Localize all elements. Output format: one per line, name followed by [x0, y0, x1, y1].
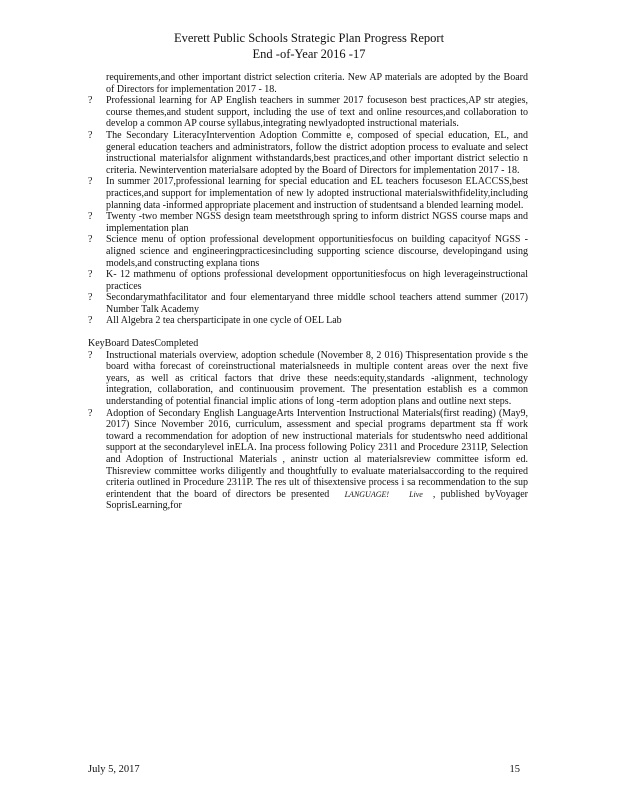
list-item: ? Instructional materials overview, adoption schedule (November 8, 2 016) Thispresentation provide s the board witha forecast of coreinstructional materialsneeds in multiple content areas over the next five years, as well as critical factors that drive these needs:equity,standards -alignment, technology integration, collaboration, and continuousim provement. The presentation establish es a common understanding of potential financial implic ations of long -term adoption plans and outline next steps. — [88, 349, 528, 408]
bullet-marker: ? — [88, 234, 93, 246]
progress-bullet-list — [88, 95, 528, 327]
bullet-marker: ? — [88, 349, 93, 361]
bullet-marker: ? — [88, 269, 93, 281]
bullet-marker: ? — [88, 292, 93, 304]
list-item: ? Professional learning for AP English teachers in summer 2017 focuseson best practices,AP str ategies, course themes,and student support, including the use of text and online resources,and collaboration to develop a common AP course syllabus,integrating newlyadopted instructional materials. — [88, 95, 528, 130]
bullet-marker: ? — [88, 315, 93, 327]
bullet-marker: ? — [88, 95, 93, 107]
report-body — [88, 72, 528, 512]
list-item: ? The Secondary LiteracyIntervention Adoption Committe e, composed of special education, EL, and general education teachers and administrators, follow the district adoption process to evaluate and select instructional materialsfor alignment withstandards,best practices,and other important district selectio n criteria. Newintervention materialsare adopted by the Board of Directors for implementation 2017 - 18. — [88, 129, 528, 176]
continuation-paragraph: requirements,and other important district selection criteria. New AP materials are adopted by the Board of Directors for implementation 2017 - 18. — [106, 72, 528, 95]
document-subtitle: End -of-Year 2016 -17 — [252, 47, 366, 61]
list-item: ? Adoption of Secondary English LanguageArts Intervention Instructional Materials(first reading) (May9, 2017) Since November 2016, curriculum, assessment and special programs department sta ff work toward a recommendation for adoption of new instructional materials for studentswho need additional support at the secondarylevel inELA. Ina process following Policy 2311 and Procedure 2311P, Selection and Adoption of Instructional Materials , aninstr uction al materialsreview committee isform ed. Thisreview committee works diligently and thoughtfully to evaluate materialsaccording to the required criteria outlined in Procedure 2311P. The res ult of thisextensive process i sa recommendation to the sup erintendent that the board of directors be presented LANGUAGE! Live , published byVoyager SoprisLearning,for — [88, 407, 529, 512]
footer-date: July 5, 2017 — [88, 764, 140, 775]
list-item: ? K- 12 mathmenu of options professional development opportunitiesfocus on high leverageinstructional practices — [88, 269, 528, 292]
list-item: ? Secondarymathfacilitator and four elementaryand three middle school teachers attend summer (2017) Number Talk Academy — [88, 292, 528, 315]
bullet-marker: ? — [88, 407, 93, 419]
bullet-marker: ? — [88, 129, 93, 141]
list-item: ? All Algebra 2 tea chersparticipate in one cycle of OEL Lab — [88, 315, 342, 327]
list-item: ? In summer 2017,professional learning for special education and EL teachers focuseson ELACCSS,best practices,and support for implementation of new ly adopted instructional materialswithfidelity,including planning data -informed appropriate placement and instruction of studentsand a blended learning model. — [88, 176, 528, 211]
section-heading: KeyBoard DatesCompleted — [88, 338, 199, 350]
bullet-marker: ? — [88, 211, 93, 223]
bullet-marker: ? — [88, 176, 93, 188]
page-number: 15 — [509, 764, 520, 775]
program-name-italic-2: Live — [409, 489, 423, 499]
program-name-italic: LANGUAGE! — [344, 489, 390, 499]
key-dates-bullet-list — [88, 350, 528, 512]
list-item: ? Science menu of option professional development opportunitiesfocus on building capacityof NGSS - aligned science and engineeringpracticesincluding supporting science discourse, developingand using models,and constructing explana tions — [88, 234, 528, 269]
document-title: Everett Public Schools Strategic Plan Progress Report — [173, 31, 445, 45]
list-item: ? Twenty -two member NGSS design team meetsthrough spring to inform district NGSS course maps and implementation plan — [88, 211, 528, 234]
